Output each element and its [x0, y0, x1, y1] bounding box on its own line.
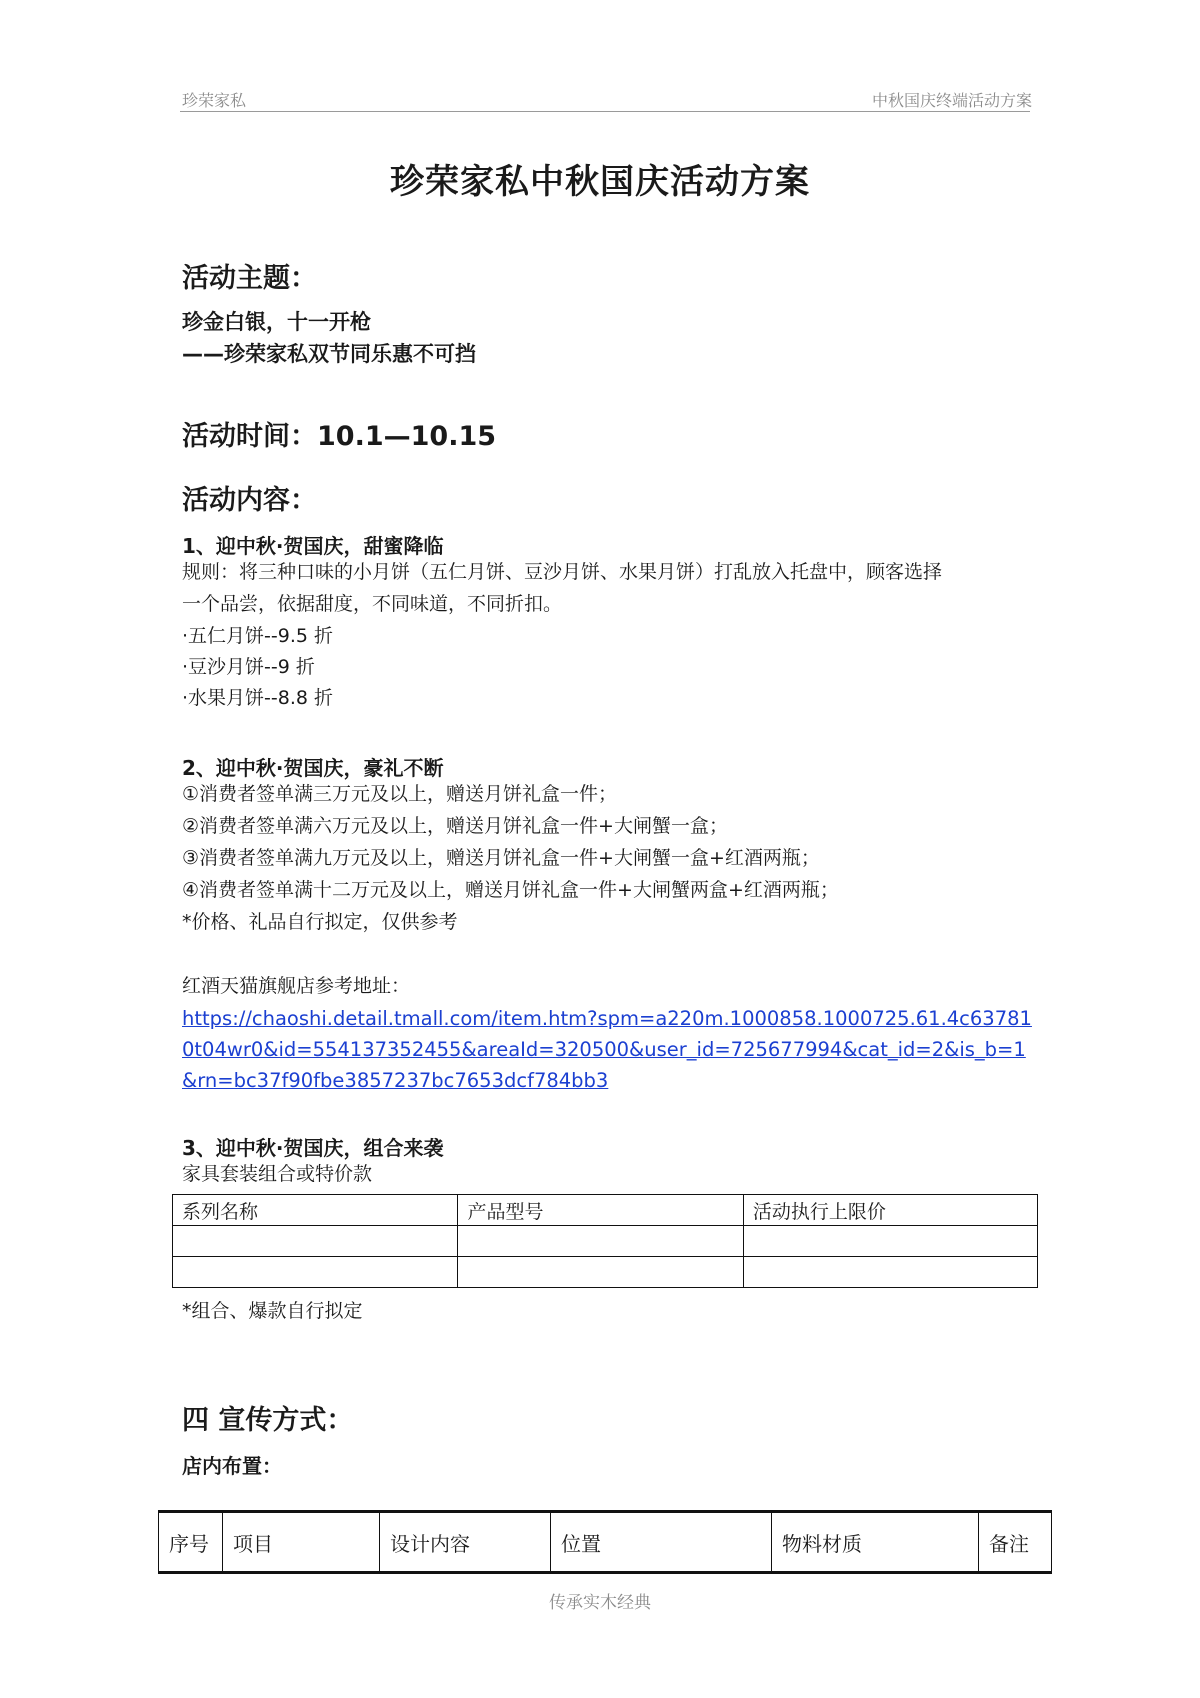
table-cell[interactable] — [458, 1257, 743, 1288]
section1-item-1: ·五仁月饼--9.5 折 — [182, 625, 334, 647]
content-heading: 活动内容： — [182, 485, 317, 516]
section1-title: 1、迎中秋·贺国庆，甜蜜降临 — [182, 534, 444, 558]
table-header-cell: 备注 — [979, 1512, 1052, 1573]
table-cell[interactable] — [743, 1226, 1037, 1257]
table-row — [173, 1226, 1038, 1257]
header-divider — [180, 111, 1030, 112]
table-cell[interactable] — [743, 1257, 1037, 1288]
section1-item-2: ·豆沙月饼--9 折 — [182, 656, 315, 678]
theme-line-2: ——珍荣家私双节同乐惠不可挡 — [182, 342, 476, 366]
section1-rule-line-1: 规则：将三种口味的小月饼（五仁月饼、豆沙月饼、水果月饼）打乱放入托盘中，顾客选择 — [182, 561, 943, 583]
table-cell[interactable] — [173, 1257, 458, 1288]
table-cell[interactable] — [458, 1226, 743, 1257]
page-title: 珍荣家私中秋国庆活动方案 — [390, 162, 810, 202]
table-cell[interactable] — [173, 1226, 458, 1257]
section2-item-1: ①消费者签单满三万元及以上，赠送月饼礼盒一件； — [182, 783, 618, 805]
section2-item-4: ④消费者签单满十二万元及以上，赠送月饼礼盒一件+大闸蟹两盒+红酒两瓶； — [182, 879, 839, 901]
table-header-cell: 系列名称 — [173, 1195, 458, 1226]
table-header-cell: 产品型号 — [458, 1195, 743, 1226]
wine-link-label: 红酒天猫旗舰店参考地址： — [182, 975, 411, 997]
table-header-cell: 物料材质 — [772, 1512, 979, 1573]
section2-title: 2、迎中秋·贺国庆，豪礼不断 — [182, 756, 444, 780]
table-header-cell: 位置 — [551, 1512, 772, 1573]
section1-rule-line-2: 一个品尝，依据甜度，不同味道，不同折扣。 — [182, 593, 563, 615]
section3-note: *组合、爆款自行拟定 — [182, 1300, 363, 1322]
table-row — [159, 1512, 1052, 1573]
table-row — [173, 1257, 1038, 1288]
section1-item-3: ·水果月饼--8.8 折 — [182, 687, 334, 709]
theme-line-1: 珍金白银，十一开枪 — [182, 310, 371, 334]
section3-title: 3、迎中秋·贺国庆，组合来袭 — [182, 1136, 444, 1160]
section2-note: *价格、礼品自行拟定，仅供参考 — [182, 911, 458, 933]
store-layout-table — [158, 1510, 1052, 1574]
time-heading: 活动时间：10.1—10.15 — [182, 421, 497, 452]
header-brand: 珍荣家私 — [182, 91, 247, 110]
combo-price-table — [172, 1194, 1038, 1288]
section2-item-2: ②消费者签单满六万元及以上，赠送月饼礼盒一件+大闸蟹一盒； — [182, 815, 728, 837]
section3-subtitle: 家具套装组合或特价款 — [182, 1163, 373, 1185]
table-header-cell: 活动执行上限价 — [743, 1195, 1037, 1226]
header-doc-title: 中秋国庆终端活动方案 — [871, 91, 1032, 110]
section2-item-3: ③消费者签单满九万元及以上，赠送月饼礼盒一件+大闸蟹一盒+红酒两瓶； — [182, 847, 820, 869]
section4-heading: 四 宣传方式： — [182, 1405, 354, 1436]
theme-heading: 活动主题： — [182, 263, 317, 294]
table-header-cell: 设计内容 — [380, 1512, 551, 1573]
section4-sub: 店内布置： — [182, 1454, 282, 1478]
table-header-cell: 项目 — [223, 1512, 380, 1573]
wine-store-link[interactable]: https://chaoshi.detail.tmall.com/item.htm?spm=a220m.1000858.1000725.61.4c637810t04wr0&id=554137352455&areaId=320500&user_id=725677994&cat_id=2&is_b=1&rn=bc37f90fbe3857237bc7653dcf784bb3 — [182, 1007, 1032, 1092]
footer-slogan: 传承实木经典 — [549, 1593, 651, 1613]
table-row — [173, 1195, 1038, 1226]
table-header-cell: 序号 — [159, 1512, 223, 1573]
